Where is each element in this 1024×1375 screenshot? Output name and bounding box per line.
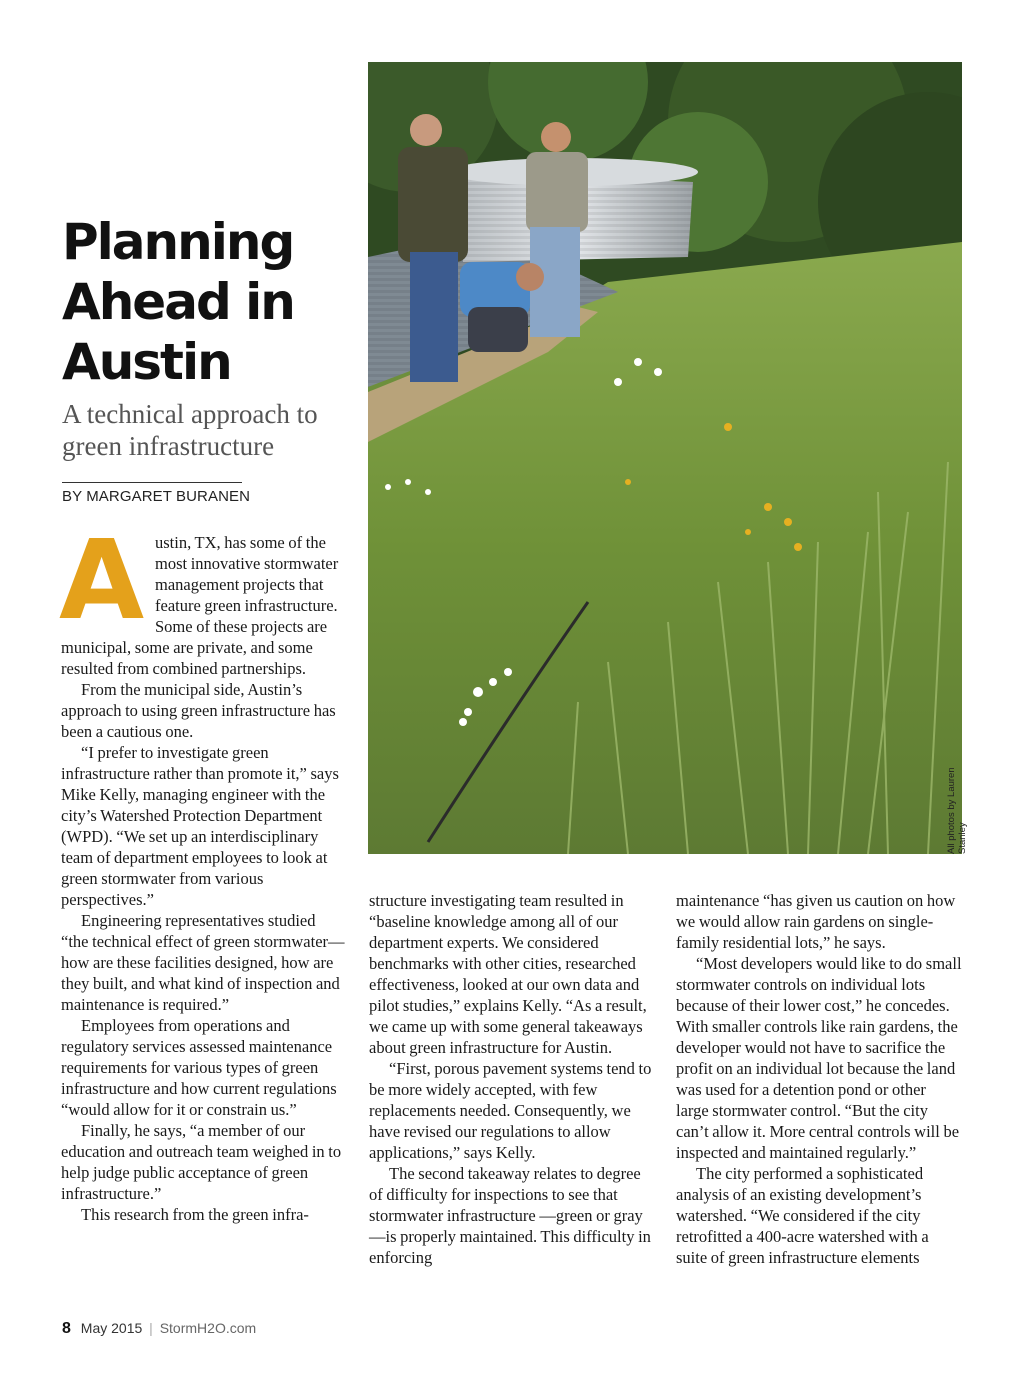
photo-illustration [368, 62, 962, 854]
person-standing-right [526, 122, 588, 337]
paragraph: “I prefer to investigate green infrastructure rather than promote it,” says Mike Kelly, managing engineer with the city’s Watershed Protection Department (WPD). “We set up an interdisciplinary team of department employees to look at green stormwater from various perspectives.” [61, 743, 339, 909]
issue-date: May 2015 [80, 1320, 143, 1336]
drop-cap: A [59, 516, 145, 644]
headline-line: Ahead in [62, 273, 294, 331]
text-column-2 [369, 890, 653, 1268]
page-footer [62, 1320, 256, 1338]
green-roof-photo [368, 62, 962, 854]
paragraph: The city performed a sophisticated analysis of an existing development’s watershed. “We considered if the city retrofitted a 400-acre watershed with a suite of green infrastructure elements [676, 1164, 929, 1267]
article-subtitle [62, 398, 362, 462]
byline: BY MARGARET BURANEN [62, 488, 251, 505]
paragraph: The second takeaway relates to degree of difficulty for inspections to see that stormwater infrastructure —green or gray—is properly maintained. This difficulty in enforcing [369, 1164, 651, 1267]
photo-credit: All photos by Lauren Stanley [946, 767, 968, 854]
paragraph: maintenance “has given us caution on how we would allow rain gardens on single-family residential lots,” he says. [676, 891, 956, 952]
paragraph: Engineering representatives studied “the technical effect of green stormwater—how are these facilities designed, how are they built, and what kind of inspection and maintenance is required.” [61, 911, 345, 1014]
text-column-3 [676, 890, 962, 1268]
paragraph: ustin, TX, has some of the most innovative stormwater management projects that feature green infrastructure. Some of these projects are municipal, some are private, and some resulted from combined partnerships. [61, 533, 339, 678]
article-headline [62, 212, 362, 392]
subtitle-line: green infrastructure [62, 431, 275, 461]
subtitle-line: A technical approach to [62, 399, 318, 429]
paragraph: This research from the green infra- [81, 1205, 309, 1224]
paragraph: structure investigating team resulted in “baseline knowledge among all of our department experts. We considered benchmarks with other cities, researched effectiveness, looked at our own data and pilot studies,” explains Kelly. “As a result, we came up with some general takeaways about green infrastructure for Austin. [369, 891, 647, 1057]
headline-line: Planning [62, 213, 294, 271]
paragraph: Finally, he says, “a member of our education and outreach team weighed in to help judge public acceptance of green infrastructure.” [61, 1121, 342, 1203]
paragraph: From the municipal side, Austin’s approach to using green infrastructure has been a cautious one. [61, 680, 336, 741]
page-number: 8 [62, 1320, 71, 1337]
headline-line: Austin [62, 333, 231, 391]
site-link[interactable]: StormH2O.com [159, 1320, 257, 1336]
paragraph: “Most developers would like to do small stormwater controls on individual lots because of their lower cost,” he concedes. With smaller controls like rain gardens, the developer would not have to sacrifice the profit on an individual lot because the land was used for a detention pond or other large stormwater control. “But the city can’t allow it. More central controls will be inspected and maintained regularly.” [676, 954, 962, 1162]
paragraph: Employees from operations and regulatory services assessed maintenance requirements for various types of green infrastructure and how current regulations “would allow for it or constrain us.” [61, 1016, 337, 1119]
byline-divider [62, 482, 242, 483]
text-column-1 [59, 516, 346, 1225]
paragraph: “First, porous pavement systems tend to be more widely accepted, with few replacements needed. Consequently, we have revised our regulations to allow applications,” says Kelly. [369, 1059, 652, 1162]
footer-separator: | [149, 1320, 153, 1336]
